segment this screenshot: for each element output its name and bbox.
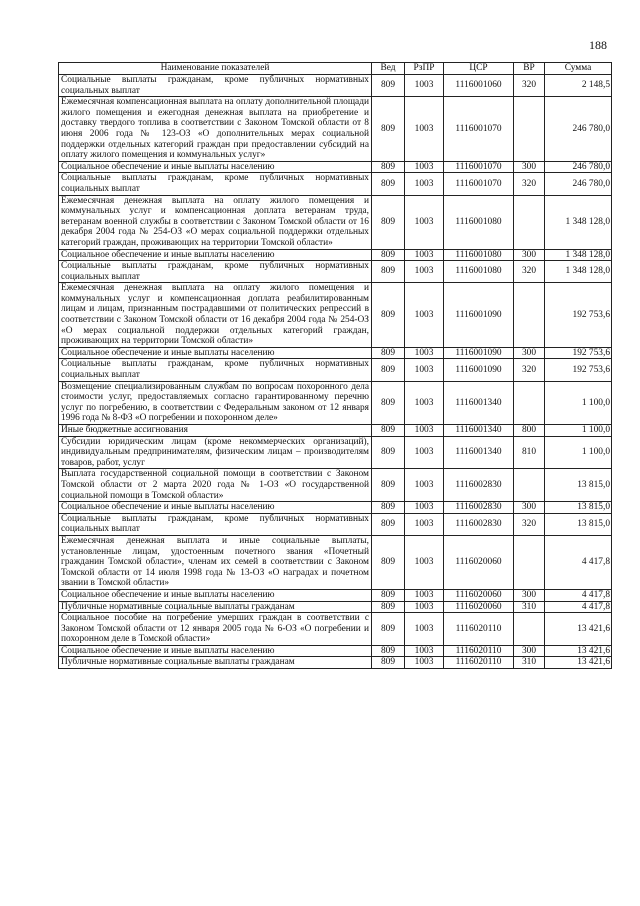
- cell-vr: 310: [514, 601, 545, 613]
- cell-name: Социальные выплаты гражданам, кроме публичных нормативных социальных выплат: [59, 173, 372, 195]
- cell-sum: 246 780,0: [545, 161, 612, 173]
- cell-vr: [514, 283, 545, 348]
- cell-vr: 320: [514, 75, 545, 97]
- cell-name: Субсидии юридическим лицам (кроме некоммерческих организаций), индивидуальным предпринимателям, физическим лицам – производителям товаров, работ, услуг: [59, 436, 372, 469]
- table-row: [59, 173, 612, 195]
- cell-ved: 809: [372, 283, 405, 348]
- table-row: [59, 161, 612, 173]
- cell-sum: 13 815,0: [545, 469, 612, 502]
- cell-rzpr: 1003: [405, 589, 444, 601]
- cell-rzpr: 1003: [405, 347, 444, 359]
- table-row: [59, 75, 612, 97]
- cell-rzpr: 1003: [405, 436, 444, 469]
- cell-rzpr: 1003: [405, 535, 444, 589]
- cell-csr: 1116001090: [444, 359, 514, 381]
- table-body: [59, 75, 612, 669]
- cell-sum: 13 815,0: [545, 502, 612, 514]
- cell-ved: 809: [372, 613, 405, 646]
- cell-rzpr: 1003: [405, 601, 444, 613]
- cell-ved: 809: [372, 359, 405, 381]
- page-number: 188: [589, 38, 607, 52]
- cell-sum: 4 417,8: [545, 589, 612, 601]
- cell-rzpr: 1003: [405, 75, 444, 97]
- cell-ved: 809: [372, 195, 405, 249]
- cell-csr: 1116020060: [444, 535, 514, 589]
- table-row: [59, 469, 612, 502]
- cell-rzpr: 1003: [405, 657, 444, 669]
- cell-vr: 800: [514, 425, 545, 437]
- cell-ved: 809: [372, 75, 405, 97]
- cell-sum: 13 421,6: [545, 645, 612, 657]
- table-row: [59, 425, 612, 437]
- cell-ved: 809: [372, 173, 405, 195]
- cell-ved: 809: [372, 261, 405, 283]
- cell-ved: 809: [372, 381, 405, 424]
- cell-csr: 1116001080: [444, 195, 514, 249]
- cell-rzpr: 1003: [405, 249, 444, 261]
- table-row: [59, 97, 612, 162]
- cell-sum: 4 417,8: [545, 601, 612, 613]
- cell-vr: 810: [514, 436, 545, 469]
- table-header-row: [59, 63, 612, 75]
- cell-ved: 809: [372, 249, 405, 261]
- cell-vr: [514, 535, 545, 589]
- cell-vr: [514, 195, 545, 249]
- cell-sum: 246 780,0: [545, 173, 612, 195]
- cell-ved: 809: [372, 657, 405, 669]
- cell-csr: 1116002830: [444, 469, 514, 502]
- cell-csr: 1116020060: [444, 601, 514, 613]
- cell-csr: 1116001070: [444, 97, 514, 162]
- cell-sum: 246 780,0: [545, 97, 612, 162]
- cell-sum: 192 753,6: [545, 347, 612, 359]
- table-row: [59, 436, 612, 469]
- cell-ved: 809: [372, 535, 405, 589]
- cell-rzpr: 1003: [405, 173, 444, 195]
- cell-ved: 809: [372, 97, 405, 162]
- cell-name: Ежемесячная денежная выплата на оплату жилого помещения и коммунальных услуг и компенсационная доплата реабилитированным лицам и лицам, признанным пострадавшими от политических репрессий в соответствии с Законом Томской области от 16 декабря 2004 года № 254-ОЗ «О мерах социальной поддержки отдельных категорий граждан, проживающих на территории Томской области»: [59, 283, 372, 348]
- cell-name: Ежемесячная денежная выплата и иные социальные выплаты, установленные лицам, удостоенным почетного звания «Почетный гражданин Томской области», членам их семей в соответствии с Законом Томской области от 14 июля 1998 года № 13-ОЗ «О наградах и почетном звании в Томской области»: [59, 535, 372, 589]
- cell-ved: 809: [372, 469, 405, 502]
- cell-csr: 1116002830: [444, 513, 514, 535]
- cell-sum: 1 100,0: [545, 436, 612, 469]
- cell-rzpr: 1003: [405, 513, 444, 535]
- cell-csr: 1116020110: [444, 645, 514, 657]
- cell-rzpr: 1003: [405, 613, 444, 646]
- cell-ved: 809: [372, 645, 405, 657]
- cell-vr: 320: [514, 173, 545, 195]
- cell-vr: 300: [514, 347, 545, 359]
- cell-sum: 192 753,6: [545, 283, 612, 348]
- cell-vr: 300: [514, 249, 545, 261]
- cell-rzpr: 1003: [405, 261, 444, 283]
- cell-csr: 1116020110: [444, 613, 514, 646]
- table-row: [59, 601, 612, 613]
- table-row: [59, 502, 612, 514]
- cell-name: Социальное обеспечение и иные выплаты населению: [59, 589, 372, 601]
- cell-name: Социальные выплаты гражданам, кроме публичных нормативных социальных выплат: [59, 359, 372, 381]
- cell-vr: 320: [514, 359, 545, 381]
- table-row: [59, 359, 612, 381]
- cell-sum: 4 417,8: [545, 535, 612, 589]
- header-csr: ЦСР: [444, 63, 514, 75]
- table-row: [59, 283, 612, 348]
- cell-vr: 300: [514, 502, 545, 514]
- cell-name: Социальные выплаты гражданам, кроме публичных нормативных социальных выплат: [59, 261, 372, 283]
- cell-rzpr: 1003: [405, 469, 444, 502]
- cell-csr: 1116001080: [444, 249, 514, 261]
- table-row: [59, 347, 612, 359]
- cell-name: Иные бюджетные ассигнования: [59, 425, 372, 437]
- cell-name: Социальное обеспечение и иные выплаты населению: [59, 645, 372, 657]
- cell-ved: 809: [372, 161, 405, 173]
- budget-table: [58, 62, 612, 669]
- cell-name: Публичные нормативные социальные выплаты гражданам: [59, 601, 372, 613]
- cell-vr: 300: [514, 645, 545, 657]
- header-ved: Вед: [372, 63, 405, 75]
- cell-vr: 320: [514, 261, 545, 283]
- table-row: [59, 535, 612, 589]
- cell-name: Социальное обеспечение и иные выплаты населению: [59, 161, 372, 173]
- cell-name: Социальные выплаты гражданам, кроме публичных нормативных социальных выплат: [59, 513, 372, 535]
- cell-ved: 809: [372, 513, 405, 535]
- cell-csr: 1116001340: [444, 425, 514, 437]
- cell-sum: 2 148,5: [545, 75, 612, 97]
- cell-name: Социальное обеспечение и иные выплаты населению: [59, 502, 372, 514]
- cell-csr: 1116001080: [444, 261, 514, 283]
- cell-rzpr: 1003: [405, 195, 444, 249]
- header-vr: ВР: [514, 63, 545, 75]
- cell-vr: 310: [514, 657, 545, 669]
- cell-sum: 1 348 128,0: [545, 249, 612, 261]
- cell-sum: 13 815,0: [545, 513, 612, 535]
- cell-name: Ежемесячная денежная выплата на оплату жилого помещения и коммунальных услуг и компенсационная доплата ветеранам труда, ветеранам военной службы в соответствии с Законом Томской области от 16 декабря 2004 года № 254-ОЗ «О мерах социальной поддержки отдельных категорий граждан, проживающих на территории Томской области»: [59, 195, 372, 249]
- header-name: Наименование показателей: [59, 63, 372, 75]
- table-row: [59, 513, 612, 535]
- cell-ved: 809: [372, 502, 405, 514]
- cell-name: Социальное пособие на погребение умерших граждан в соответствии с Законом Томской области от 12 января 2005 года № 6-ОЗ «О погребении и похоронном деле в Томской области»: [59, 613, 372, 646]
- table-row: [59, 381, 612, 424]
- header-sum: Сумма: [545, 63, 612, 75]
- table-row: [59, 261, 612, 283]
- header-rzpr: РзПР: [405, 63, 444, 75]
- cell-name: Выплата государственной социальной помощи в соответствии с Законом Томской области от 2 марта 2020 года № 1-ОЗ «О государственной социальной помощи в Томской области»: [59, 469, 372, 502]
- cell-csr: 1116002830: [444, 502, 514, 514]
- cell-sum: 13 421,6: [545, 613, 612, 646]
- cell-name: Ежемесячная компенсационная выплата на оплату дополнительной площади жилого помещения и ежегодная денежная выплата на приобретение и доставку твердого топлива в соответствии с Законом Томской области от 8 июня 2006 года № 123-ОЗ «О дополнительных мерах социальной поддержки отдельных категорий граждан при предоставлении субсидий на оплату жилого помещения и коммунальных услуг»: [59, 97, 372, 162]
- table-row: [59, 613, 612, 646]
- cell-sum: 1 100,0: [545, 381, 612, 424]
- cell-vr: [514, 613, 545, 646]
- cell-ved: 809: [372, 347, 405, 359]
- cell-vr: 300: [514, 589, 545, 601]
- cell-name: Возмещение специализированным службам по вопросам похоронного дела стоимости услуг, предоставляемых согласно гарантированному перечню услуг по погребению, в соответствии с Федеральным законом от 12 января 1996 года № 8-ФЗ «О погребении и похоронном деле»: [59, 381, 372, 424]
- cell-csr: 1116001090: [444, 283, 514, 348]
- cell-name: Социальное обеспечение и иные выплаты населению: [59, 347, 372, 359]
- cell-rzpr: 1003: [405, 283, 444, 348]
- cell-sum: 1 348 128,0: [545, 195, 612, 249]
- cell-rzpr: 1003: [405, 381, 444, 424]
- cell-ved: 809: [372, 601, 405, 613]
- cell-csr: 1116001070: [444, 173, 514, 195]
- cell-sum: 192 753,6: [545, 359, 612, 381]
- cell-vr: [514, 97, 545, 162]
- table-row: [59, 249, 612, 261]
- cell-name: Публичные нормативные социальные выплаты гражданам: [59, 657, 372, 669]
- cell-rzpr: 1003: [405, 502, 444, 514]
- cell-csr: 1116020110: [444, 657, 514, 669]
- cell-name: Социальные выплаты гражданам, кроме публичных нормативных социальных выплат: [59, 75, 372, 97]
- table-row: [59, 195, 612, 249]
- cell-vr: 300: [514, 161, 545, 173]
- cell-sum: 1 348 128,0: [545, 261, 612, 283]
- cell-rzpr: 1003: [405, 161, 444, 173]
- cell-csr: 1116001060: [444, 75, 514, 97]
- table-row: [59, 589, 612, 601]
- cell-csr: 1116001070: [444, 161, 514, 173]
- cell-vr: [514, 381, 545, 424]
- table-row: [59, 645, 612, 657]
- cell-name: Социальное обеспечение и иные выплаты населению: [59, 249, 372, 261]
- cell-rzpr: 1003: [405, 97, 444, 162]
- cell-rzpr: 1003: [405, 359, 444, 381]
- cell-rzpr: 1003: [405, 425, 444, 437]
- cell-sum: 1 100,0: [545, 425, 612, 437]
- cell-sum: 13 421,6: [545, 657, 612, 669]
- cell-vr: 320: [514, 513, 545, 535]
- cell-vr: [514, 469, 545, 502]
- table-row: [59, 657, 612, 669]
- cell-csr: 1116001340: [444, 381, 514, 424]
- cell-csr: 1116001340: [444, 436, 514, 469]
- cell-rzpr: 1003: [405, 645, 444, 657]
- cell-ved: 809: [372, 436, 405, 469]
- cell-csr: 1116001090: [444, 347, 514, 359]
- cell-csr: 1116020060: [444, 589, 514, 601]
- cell-ved: 809: [372, 425, 405, 437]
- cell-ved: 809: [372, 589, 405, 601]
